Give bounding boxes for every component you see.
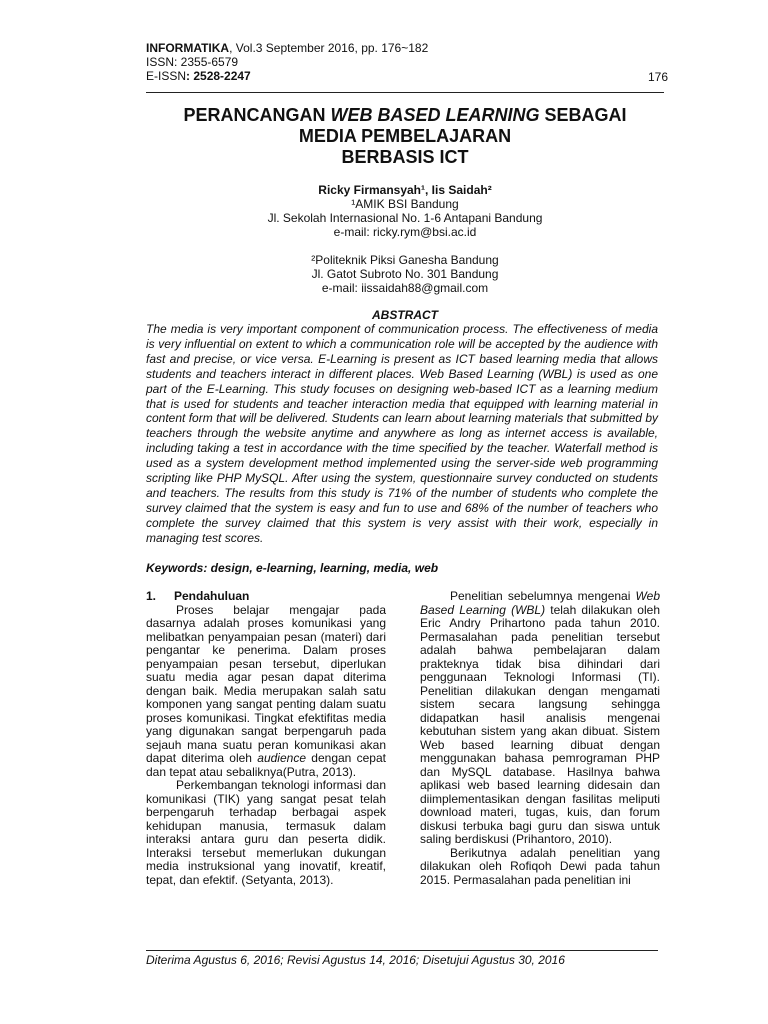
journal-volume: , Vol.3 September 2016, pp. 176~182 [229,41,429,55]
header-divider [146,92,664,93]
eissn-label: E-ISSN [146,69,187,83]
page-number: 176 [647,70,668,84]
eissn-value: : 2528-2247 [186,69,251,83]
paragraph: Berikutnya adalah penelitian yang dilakukan oleh Rofiqoh Dewi pada tahun 2015. Permasalahan pada penelitian ini [420,845,660,887]
section-number: 1. [146,589,157,603]
paragraph-text: Penelitian sebelumnya mengenai [450,589,636,603]
paragraph-text: Proses belajar mengajar pada dasarnya adalah proses komunikasi yang melibatkan penyampaian pesan (materi) dari pengantar ke penerima. Dalam proses penyampaian pesan tersebut, diperlukan suatu media agar pesan dapat diterima dengan baik. Media merupakan salah satu komponen yang sangat penting dalam suatu proses komunikasi. Tingkat efektifitas media yang digunakan sangat berpengaruh pada sejauh mana suatu peran komunikasi akan dapat diterima oleh [146,602,386,765]
keywords: Keywords: design, e-learning, learning, media, web [146,561,439,575]
paragraph-italic: Web Based Learning (WBL) [420,589,660,617]
right-column [420,590,660,887]
affiliation-2-address: Jl. Gatot Subroto No. 301 Bandung [311,267,499,281]
left-column [146,590,386,887]
abstract-text: The media is very important component of communication process. The effectiveness of media is very influential on extent to which a communication role will be accepted by the audience with fast and precise, or vice versa. E-Learning is present as ICT based learning media that allows students and teachers interact in different places. Web Based Learning (WBL) is used as one part of the E-Learning. This study focuses on designing web-based ICT as a learning medium that is used for students and teacher interaction media that equipped with learning material in content form that will be delivered. Students can learn about learning materials that submitted by teachers through the website anytime and anywhere as long as internet access is available, including taking a test in accordance with the time specified by the teacher. Waterfall method is used as a system development method implemented using the server-side web programming scripting like PHP MySQL. After using the system, questionnaire survey conducted on students and teachers. The results from this study is 71% of the number of students who complete the survey claimed that the system is easy and fun to use and 68% of the number of teachers who complete the survey claimed that this system is very assist with their work, especially in managing test scores. [146,322,658,545]
issn: ISSN: 2355-6579 [146,55,239,69]
title-part-1: PERANCANGAN [183,105,331,125]
paragraph-text: dengan cepat dan tepat atau sebaliknya(Putra, 2013). [146,751,386,779]
title-line-2: MEDIA PEMBELAJARAN [298,126,512,146]
author-names: Ricky Firmansyah¹, Iis Saidah² [318,183,492,197]
title-line-3: BERBASIS ICT [341,147,469,167]
affiliation-2-email: e-mail: iissaidah88@gmail.com [321,281,489,295]
spacer [146,239,664,253]
journal-citation [146,41,666,55]
paper-title [130,105,680,168]
section-heading [146,590,386,604]
affiliation-1-address: Jl. Sekolah Internasional No. 1-6 Antapani Bandung [267,211,543,225]
affiliation-1-email: e-mail: ricky.rym@bsi.ac.id [333,225,477,239]
title-part-3: SEBAGAI [539,105,627,125]
journal-header [146,41,666,83]
abstract-heading: ABSTRACT [372,308,438,322]
paragraph: Perkembangan teknologi informasi dan komunikasi (TIK) yang sangat pesat telah berpengaruh terhadap berbagai aspek kehidupan manusia, termasuk dalam interaksi antara guru dan peserta didik. Interaksi tersebut memerlukan dukungan media instruksional yang inovatif, kreatif, tepat, dan efektif. (Setyanta, 2013). [146,778,386,887]
footer-dates: Diterima Agustus 6, 2016; Revisi Agustus 14, 2016; Disetujui Agustus 30, 2016 [146,953,565,967]
affiliation-2-name: ²Politeknik Piksi Ganesha Bandung [311,253,499,267]
author-block [146,183,664,295]
paragraph-italic: audience [257,751,306,765]
affiliation-1-name: ¹AMIK BSI Bandung [351,197,459,211]
footer-divider [146,950,658,951]
title-part-2: WEB BASED LEARNING [330,105,540,125]
paragraph [420,590,660,847]
paragraph-text: telah dilakukan oleh Eric Andry Prihartono pada tahun 2010. Permasalahan pada penelitian tersebut adalah bahwa pembelajaran dalam prakteknya tidak bisa dihindari dari penggunaan Teknologi Informasi (TI). Penelitian dilakukan dengan mengamati sistem secara langsung sehingga didapatkan hasil analisis mengenai kebutuhan sistem yang akan dibuat. Sistem Web based learning dibuat dengan menggunakan bahasa pemrograman PHP dan MySQL database. Hasilnya bahwa aplikasi web based learning didesain dan diimplementasikan dengan fasilitas meliputi download materi, tugas, kuis, dan forum diskusi terbuka bagi guru dan siswa untuk saling berdiskusi (Prihantoro, 2010). [420,602,660,846]
paragraph [146,604,386,780]
eissn [146,69,666,83]
section-title: Pendahuluan [174,589,250,603]
title-line-1 [130,105,680,126]
journal-name: INFORMATIKA [146,41,230,55]
